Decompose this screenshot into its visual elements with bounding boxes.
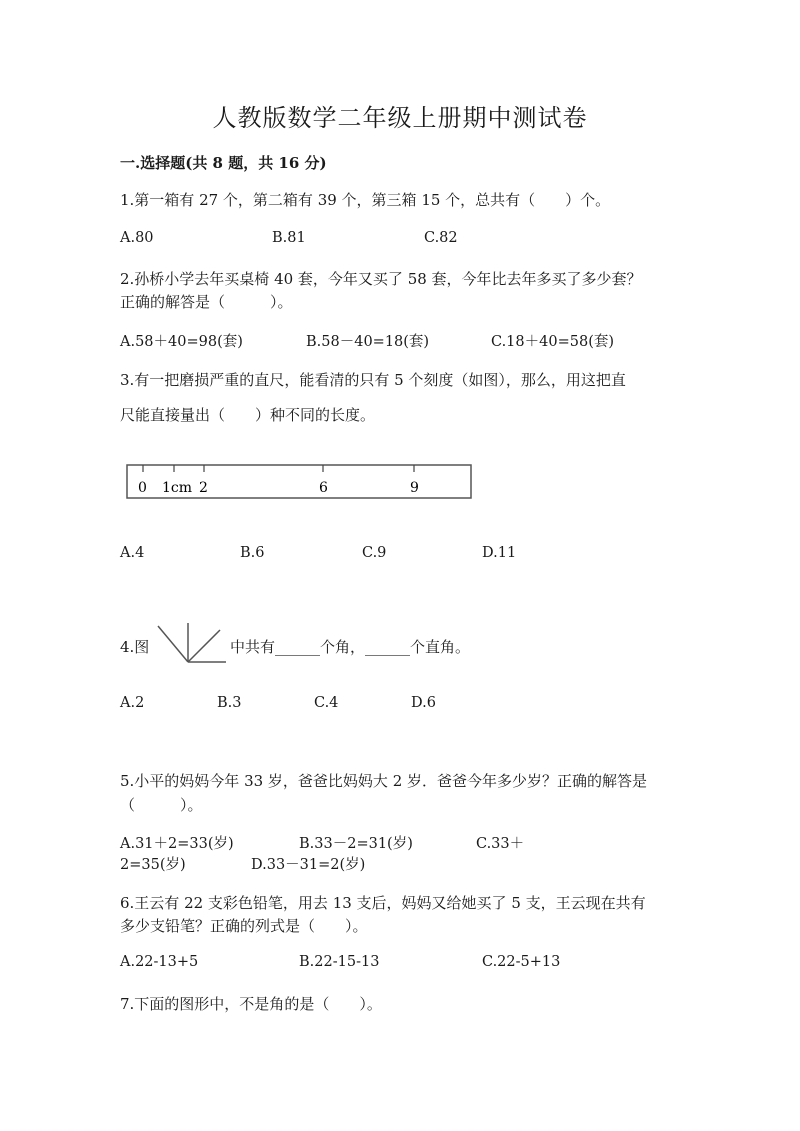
q5-option-d: D.33－31=2(岁) <box>251 857 366 873</box>
q4-option-d: D.6 <box>411 695 436 711</box>
q4-option-c: C.4 <box>314 695 339 711</box>
question-3-line2: 尺能直接量出（ ）种不同的长度。 <box>120 406 376 424</box>
question-6-line2: 多少支铅笔？正确的列式是（ ）。 <box>120 917 368 935</box>
q5-option-c-continued: 2=35(岁) <box>120 857 186 873</box>
ruler-label-2: 2 <box>199 480 208 496</box>
ruler-label-6: 6 <box>319 480 328 496</box>
question-6-line1: 6.王云有 22 支彩色铅笔，用去 13 支后，妈妈又给她买了 5 支，王云现在共有 <box>120 894 646 912</box>
q5-option-a: A.31＋2=33(岁) <box>120 836 234 852</box>
q6-option-a: A.22-13+5 <box>120 954 199 970</box>
question-3-line1: 3.有一把磨损严重的直尺，能看清的只有 5 个刻度（如图），那么，用这把直 <box>120 371 626 389</box>
angle-figure <box>154 622 228 666</box>
page-title: 人教版数学二年级上册期中测试卷 <box>212 104 588 132</box>
q5-option-b: B.33－2=31(岁) <box>299 836 413 852</box>
q2-option-a: A.58＋40=98(套) <box>120 334 243 350</box>
q4-option-b: B.3 <box>217 695 242 711</box>
ruler-figure <box>126 464 476 502</box>
q1-option-a: A.80 <box>120 230 154 246</box>
question-5-line1: 5.小平的妈妈今年 33 岁，爸爸比妈妈大 2 岁．爸爸今年多少岁？正确的解答是 <box>120 772 648 790</box>
question-7-text: 7.下面的图形中，不是角的是（ ）。 <box>120 995 382 1013</box>
angle-ray-left <box>158 626 188 662</box>
ruler-label-9: 9 <box>410 480 419 496</box>
q3-option-b: B.6 <box>240 545 265 561</box>
ruler-label-1cm: 1cm <box>162 480 193 496</box>
question-2-line2: 正确的解答是（ ）。 <box>120 293 293 311</box>
q6-option-c: C.22-5+13 <box>482 954 561 970</box>
q3-option-c: C.9 <box>362 545 387 561</box>
q2-option-b: B.58－40=18(套) <box>306 334 430 350</box>
q6-option-b: B.22-15-13 <box>299 954 380 970</box>
q4-option-a: A.2 <box>120 695 145 711</box>
question-5-line2: （ ）。 <box>120 796 203 814</box>
q1-option-b: B.81 <box>272 230 306 246</box>
ruler-label-0: 0 <box>138 480 147 496</box>
q3-option-d: D.11 <box>482 545 517 561</box>
q5-option-c: C.33＋ <box>476 836 525 852</box>
question-2-line1: 2.孙桥小学去年买桌椅 40 套，今年又买了 58 套，今年比去年多买了多少套？ <box>120 270 642 288</box>
q3-option-a: A.4 <box>120 545 145 561</box>
question-1-text: 1.第一箱有 27 个，第二箱有 39 个，第三箱 15 个，总共有（ ）个。 <box>120 191 611 209</box>
q1-option-c: C.82 <box>424 230 458 246</box>
section-heading: 一.选择题(共 8 题，共 16 分) <box>120 154 327 172</box>
question-4-prefix: 4.图 <box>120 638 150 656</box>
q2-option-c: C.18＋40=58(套) <box>491 334 615 350</box>
question-4-suffix: 中共有______个角，______个直角。 <box>230 638 471 656</box>
angle-ray-right <box>188 630 220 662</box>
